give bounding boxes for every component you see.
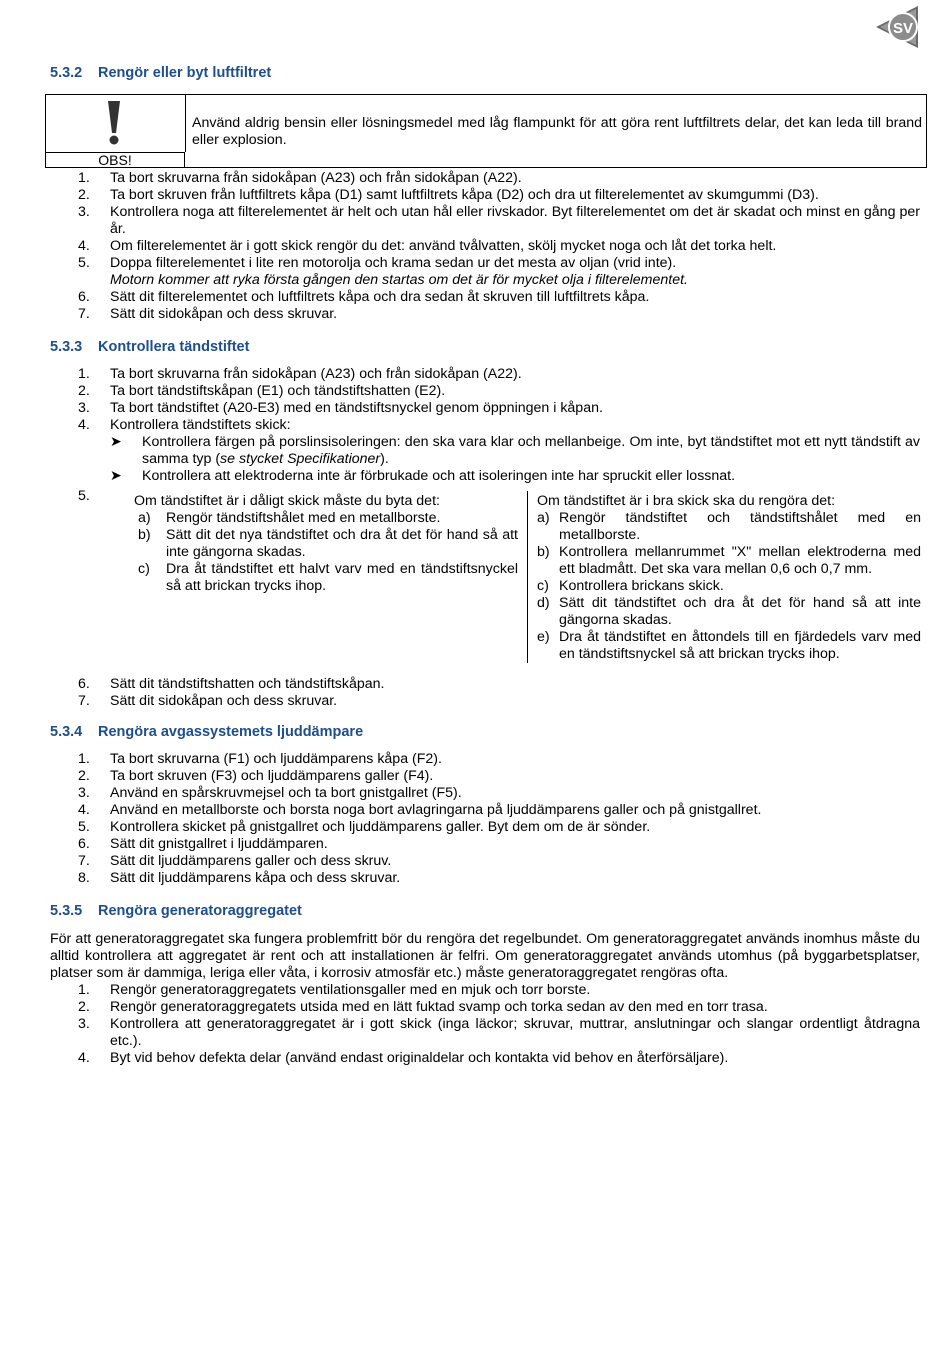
column-intro: Om tändstiftet är i bra skick ska du rengöra det:: [537, 493, 836, 509]
warning-label: OBS!: [46, 152, 185, 168]
list-item: 4. Byt vid behov defekta delar (använd endast originaldelar och kontakta vid behov en återförsäljare).: [78, 1050, 729, 1066]
list-item: 3. Ta bort tändstiftet (A20-E3) med en tändstiftsnyckel genom öppningen i kåpan.: [78, 400, 603, 416]
list-item: b) Sätt dit det nya tändstiftet och dra åt det för hand så att inte gängorna skadas.: [138, 527, 518, 560]
steps-533-end: [50, 676, 920, 710]
list-item: 1. Ta bort skruvarna från sidokåpan (A23) och från sidokåpan (A22).: [78, 366, 522, 382]
intro-paragraph: För att generatoraggregatet ska fungera problemfritt bör du rengöra det regelbundet. Om generatoraggregatet används inomhus måste du alltid kontrollera att aggregatet är rent och att installationen är felfri. Om generatoraggregatet används utomhus (på byggarbetsplatser, platser som är dammiga, leriga eller våta, i korrosiv atmosfär etc.) måste generatoraggregatet rengöras ofta.: [50, 931, 920, 981]
section-heading-532: [50, 65, 271, 82]
steps-533: [50, 366, 920, 485]
list-item: 3. Använd en spårskruvmejsel och ta bort gnistgallret (F5).: [78, 785, 462, 801]
section-title: Rengöra avgassystemets ljuddämpare: [98, 724, 364, 740]
exclamation-icon: [106, 101, 122, 145]
language-badge-icon: [872, 4, 922, 50]
column-intro: Om tändstiftet är i dåligt skick måste du byta det:: [134, 493, 440, 509]
list-item: 2. Ta bort skruven från luftfiltrets kåpa (D1) samt luftfiltrets kåpa (D2) och dra ut filterelementet av skumgummi (D3).: [78, 187, 819, 203]
list-item: 2. Ta bort skruven (F3) och ljuddämparens galler (F4).: [78, 768, 434, 784]
list-item: 6. Sätt dit filterelementet och luftfiltrets kåpa och dra sedan åt skruven till luftfiltrets kåpa.: [78, 289, 650, 305]
list-item: b) Kontrollera mellanrummet "X" mellan elektroderna med ett bladmått. Det ska vara mellan 0,6 och 0,7 mm.: [537, 544, 921, 577]
sub-item: ➤ Kontrollera färgen på porslinsisoleringen: den ska vara klar och mellanbeige. Om inte, byt tändstiftet mot ett nytt tändstift av samma typ (se stycket Specifikationer).: [110, 434, 920, 467]
list-item: 1. Ta bort skruvarna från sidokåpan (A23) och från sidokåpan (A22).: [78, 170, 522, 186]
step-number: 5.: [78, 488, 90, 504]
list-item: 7. Sätt dit sidokåpan och dess skruvar.: [78, 693, 338, 709]
section-title: Rengöra generatoraggregatet: [98, 903, 302, 919]
list-item: c) Kontrollera brickans skick.: [537, 578, 724, 594]
section-number: 5.3.3: [50, 339, 83, 355]
list-item: 5. Kontrollera skicket på gnistgallret och ljuddämparens galler. Byt dem om de är sönder.: [78, 819, 651, 835]
list-item: 8. Sätt dit ljuddämparens kåpa och dess skruvar.: [78, 870, 401, 886]
steps-532: [50, 170, 920, 323]
section-title: Rengör eller byt luftfiltret: [98, 65, 272, 81]
list-item: 3. Kontrollera att generatoraggregatet är i gott skick (inga läckor; skruvar, muttrar, anslutningar och slangar ordentligt åtdragna etc.).: [78, 1016, 920, 1049]
list-item: c) Dra åt tändstiftet ett halvt varv med en tändstiftsnyckel så att brickan trycks ihop.: [138, 561, 518, 594]
section-heading-535: [50, 903, 302, 920]
list-item: 6. Sätt dit tändstiftshatten och tändstiftskåpan.: [78, 676, 385, 692]
column-divider: [527, 491, 528, 663]
section-heading-533: [50, 339, 249, 356]
sub-item: ➤ Kontrollera att elektroderna inte är förbrukade och att isoleringen inte har spruckit eller lossnat.: [110, 468, 736, 484]
warning-text: Använd aldrig bensin eller lösningsmedel med låg flampunkt för att göra rent luftfiltrets delar, det kan leda till brand eller explosion.: [192, 115, 922, 148]
steps-535: [50, 982, 920, 1067]
list-item: 2. Ta bort tändstiftskåpan (E1) och tändstiftshatten (E2).: [78, 383, 446, 399]
list-item: 6. Sätt dit gnistgallret i ljuddämparen.: [78, 836, 328, 852]
list-item: 4. Om filterelementet är i gott skick rengör du det: använd tvålvatten, skölj mycket noga och låt det torka helt.: [78, 238, 777, 254]
list-item: a) Rengör tändstiftet och tändstiftshålet med en metallborste.: [537, 510, 921, 543]
good-condition-column: [537, 493, 921, 663]
list-item: e) Dra åt tändstiftet en åttondels till en fjärdedels varv med en tändstiftsnyckel så att brickan trycks ihop.: [537, 629, 921, 662]
list-item: a) Rengör tändstiftshålet med en metallborste.: [138, 510, 441, 526]
list-item: 1. Ta bort skruvarna (F1) och ljuddämparens kåpa (F2).: [78, 751, 442, 767]
list-item: 4. Kontrollera tändstiftets skick: ➤ Kontrollera färgen på porslinsisoleringen: den ska vara klar och mellanbeige. Om inte, byt tändstiftet mot ett nytt tändstift av samma typ (se stycket Specifikationer). ➤ Kontrollera att elektroderna inte är förbrukade och att isoleringen inte har spruckit eller lossnat.: [78, 417, 920, 484]
section-heading-534: [50, 724, 363, 741]
section-number: 5.3.4: [50, 724, 83, 740]
list-item: 1. Rengör generatoraggregatets ventilationsgaller med en mjuk och torr borste.: [78, 982, 591, 998]
arrow-bullet-icon: ➤: [110, 434, 122, 450]
list-item: 4. Använd en metallborste och borsta noga bort avlagringarna på ljuddämparens galler och på gnistgallret.: [78, 802, 762, 818]
list-item: 7. Sätt dit ljuddämparens galler och dess skruv.: [78, 853, 392, 869]
language-badge-label: SV: [892, 20, 914, 37]
section-number: 5.3.2: [50, 65, 83, 81]
list-item: 3. Kontrollera noga att filterelementet är helt och utan hål eller rivskador. Byt filterelementet om det är skadat och minst en gång per år.: [78, 204, 920, 237]
list-item: 5. Doppa filterelementet i lite ren motorolja och krama sedan ur det mesta av oljan (vrid inte). Motorn kommer att ryka första gången den startas om det är för mycket olja i filterelementet.: [78, 255, 688, 288]
list-item: d) Sätt dit tändstiftet och dra åt det för hand så att inte gängorna skadas.: [537, 595, 921, 628]
warning-icon-cell: [46, 95, 186, 152]
warning-box: [45, 94, 927, 168]
step-note: Motorn kommer att ryka första gången den startas om det är för mycket olja i filterelementet.: [110, 272, 688, 288]
section-number: 5.3.5: [50, 903, 83, 919]
list-item: 2. Rengör generatoraggregatets utsida med en lätt fuktad svamp och torka sedan av den med en torr trasa.: [78, 999, 768, 1015]
list-item: 7. Sätt dit sidokåpan och dess skruvar.: [78, 306, 338, 322]
arrow-bullet-icon: ➤: [110, 468, 122, 484]
section-title: Kontrollera tändstiftet: [98, 339, 250, 355]
bad-condition-column: [134, 493, 518, 595]
steps-534: [50, 751, 920, 887]
